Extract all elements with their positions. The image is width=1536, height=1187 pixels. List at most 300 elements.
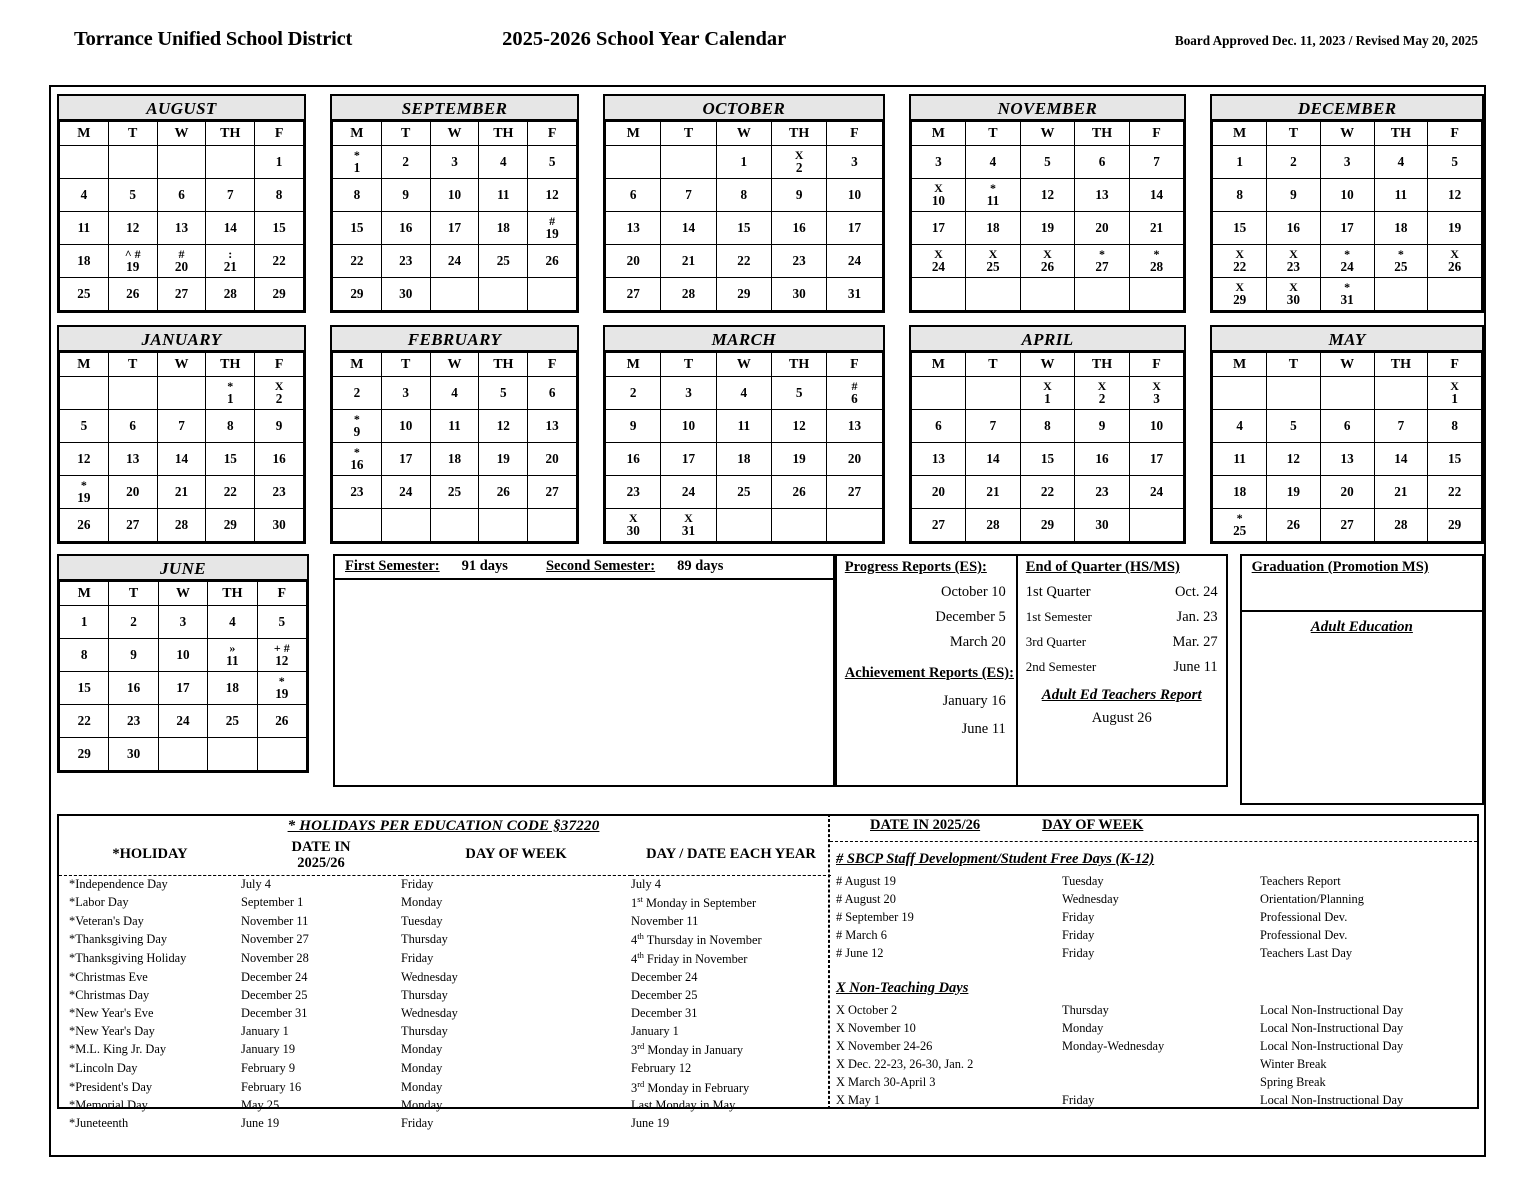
day-number: 23: [792, 253, 806, 268]
day-marker: X: [1450, 246, 1459, 261]
day-cell-empty: [1020, 278, 1075, 311]
day-cell-5[interactable]: [60, 410, 109, 443]
weekday-w: W: [1320, 353, 1374, 377]
day-cell-22[interactable]: [333, 245, 382, 278]
day-cell-4[interactable]: [60, 179, 109, 212]
semester-date-row: [349, 595, 819, 604]
day-cell-23[interactable]: [381, 245, 430, 278]
day-cell-17[interactable]: [1129, 443, 1184, 476]
day-cell-17[interactable]: [381, 443, 430, 476]
day-cell-29[interactable]: [1020, 509, 1075, 542]
day-cell-27[interactable]: [1320, 509, 1374, 542]
day-cell-20[interactable]: [528, 443, 577, 476]
day-cell-5[interactable]: [479, 377, 528, 410]
day-number: 11: [448, 418, 461, 433]
day-cell-empty: [827, 509, 882, 542]
day-cell-8[interactable]: [1213, 179, 1267, 212]
day-cell-30[interactable]: [1267, 278, 1321, 311]
day-cell-5[interactable]: [1020, 146, 1075, 179]
day-cell-9[interactable]: [381, 179, 430, 212]
day-cell-16[interactable]: [381, 212, 430, 245]
day-cell-10[interactable]: [381, 410, 430, 443]
day-cell-1[interactable]: [1020, 377, 1075, 410]
day-marker: X: [274, 378, 284, 393]
day-cell-27[interactable]: [108, 509, 157, 542]
day-cell-8[interactable]: [716, 179, 771, 212]
day-cell-18[interactable]: [966, 212, 1021, 245]
weekday-w: W: [430, 353, 479, 377]
day-number: 26: [275, 713, 289, 728]
day-cell-1[interactable]: [255, 146, 304, 179]
week-row: [333, 245, 577, 278]
day-cell-2[interactable]: [1267, 146, 1321, 179]
day-cell-12[interactable]: [60, 443, 109, 476]
sbcp-date: X October 2: [836, 1002, 898, 1017]
day-cell-1[interactable]: [1213, 146, 1267, 179]
day-cell-21[interactable]: [661, 245, 716, 278]
day-cell-19[interactable]: [257, 672, 306, 705]
day-cell-9[interactable]: [255, 410, 304, 443]
day-cell-21[interactable]: [1374, 476, 1428, 509]
day-cell-11[interactable]: [60, 212, 109, 245]
day-cell-16[interactable]: [606, 443, 661, 476]
day-cell-19[interactable]: [528, 212, 577, 245]
day-cell-13[interactable]: [827, 410, 882, 443]
day-cell-9[interactable]: [109, 639, 158, 672]
day-cell-19[interactable]: [479, 443, 528, 476]
day-cell-18[interactable]: [1213, 476, 1267, 509]
day-cell-14[interactable]: [1374, 443, 1428, 476]
day-cell-28[interactable]: [157, 509, 206, 542]
day-number: 19: [275, 685, 289, 701]
second-semester-days: 89 days: [677, 558, 724, 574]
day-cell-26[interactable]: [1267, 509, 1321, 542]
day-cell-7[interactable]: [157, 410, 206, 443]
day-cell-22[interactable]: [206, 476, 255, 509]
day-cell-11[interactable]: [208, 639, 257, 672]
day-cell-1[interactable]: [716, 146, 771, 179]
day-cell-10[interactable]: [827, 179, 882, 212]
day-cell-26[interactable]: [60, 509, 109, 542]
day-cell-27[interactable]: [606, 278, 661, 311]
day-cell-22[interactable]: [1020, 476, 1075, 509]
day-cell-2[interactable]: [771, 146, 826, 179]
day-cell-22[interactable]: [60, 705, 109, 738]
day-cell-31[interactable]: [827, 278, 882, 311]
day-cell-13[interactable]: [606, 212, 661, 245]
day-cell-30[interactable]: [606, 509, 661, 542]
day-cell-12[interactable]: [108, 212, 157, 245]
day-cell-1[interactable]: [206, 377, 255, 410]
day-cell-20[interactable]: [606, 245, 661, 278]
day-cell-27[interactable]: [528, 476, 577, 509]
day-cell-12[interactable]: [1428, 179, 1482, 212]
day-cell-26[interactable]: [257, 705, 306, 738]
day-cell-11[interactable]: [1374, 179, 1428, 212]
semester-date-row: [349, 613, 819, 622]
day-cell-6[interactable]: [157, 179, 206, 212]
day-cell-15[interactable]: [60, 672, 109, 705]
day-cell-23[interactable]: [771, 245, 826, 278]
holiday-row: [59, 1022, 831, 1040]
day-number: 2: [629, 385, 637, 400]
day-cell-25[interactable]: [716, 476, 771, 509]
day-cell-7[interactable]: [661, 179, 716, 212]
day-cell-17[interactable]: [1320, 212, 1374, 245]
day-cell-29[interactable]: [206, 509, 255, 542]
day-cell-11[interactable]: [430, 410, 479, 443]
day-number: 12: [1448, 187, 1462, 202]
day-number: 12: [545, 187, 559, 202]
day-cell-19[interactable]: [1267, 476, 1321, 509]
day-cell-27[interactable]: [1075, 245, 1130, 278]
day-cell-24[interactable]: [430, 245, 479, 278]
day-marker: X: [628, 510, 638, 525]
day-cell-26[interactable]: [771, 476, 826, 509]
holiday-day-of-week: Thursday: [401, 932, 448, 947]
day-cell-13[interactable]: [157, 212, 206, 245]
day-cell-3[interactable]: [661, 377, 716, 410]
day-cell-6[interactable]: [827, 377, 882, 410]
day-cell-20[interactable]: [1320, 476, 1374, 509]
day-cell-29[interactable]: [1428, 509, 1482, 542]
day-cell-5[interactable]: [1428, 146, 1482, 179]
day-cell-23[interactable]: [109, 705, 158, 738]
day-cell-2[interactable]: [333, 377, 382, 410]
day-cell-8[interactable]: [206, 410, 255, 443]
day-cell-15[interactable]: [1213, 212, 1267, 245]
day-cell-15[interactable]: [1020, 443, 1075, 476]
day-cell-26[interactable]: [1020, 245, 1075, 278]
day-cell-4[interactable]: [716, 377, 771, 410]
day-cell-16[interactable]: [255, 443, 304, 476]
day-cell-29[interactable]: [333, 278, 382, 311]
week-row: [60, 146, 304, 179]
day-cell-17[interactable]: [158, 672, 207, 705]
day-cell-21[interactable]: [157, 476, 206, 509]
day-cell-9[interactable]: [606, 410, 661, 443]
day-cell-21[interactable]: [1129, 212, 1184, 245]
day-cell-6[interactable]: [1075, 146, 1130, 179]
day-cell-25[interactable]: [430, 476, 479, 509]
day-cell-16[interactable]: [109, 672, 158, 705]
day-cell-16[interactable]: [771, 212, 826, 245]
day-cell-30[interactable]: [255, 509, 304, 542]
day-cell-22[interactable]: [1213, 245, 1267, 278]
day-cell-21[interactable]: [966, 476, 1021, 509]
day-cell-20[interactable]: [827, 443, 882, 476]
day-cell-23[interactable]: [255, 476, 304, 509]
day-cell-9[interactable]: [1075, 410, 1130, 443]
day-cell-17[interactable]: [430, 212, 479, 245]
first-semester-days: 91 days: [461, 558, 508, 574]
day-marker: X: [1235, 279, 1244, 294]
day-cell-12[interactable]: [257, 639, 306, 672]
day-cell-16[interactable]: [333, 443, 382, 476]
day-number: 17: [399, 451, 413, 466]
day-cell-2[interactable]: [255, 377, 304, 410]
sbcp-day-of-week: Thursday: [1062, 1002, 1109, 1017]
day-cell-7[interactable]: [1374, 410, 1428, 443]
day-cell-6[interactable]: [108, 410, 157, 443]
day-number: 4: [451, 385, 458, 400]
day-cell-4[interactable]: [208, 606, 257, 639]
day-cell-23[interactable]: [1267, 245, 1321, 278]
day-cell-3[interactable]: [381, 377, 430, 410]
day-cell-13[interactable]: [1075, 179, 1130, 212]
day-number: 6: [1343, 418, 1351, 433]
day-cell-18[interactable]: [430, 443, 479, 476]
day-cell-5[interactable]: [257, 606, 306, 639]
day-number: 25: [986, 258, 1000, 274]
day-cell-3[interactable]: [1129, 377, 1184, 410]
day-cell-10[interactable]: [661, 410, 716, 443]
day-cell-31[interactable]: [661, 509, 716, 542]
day-cell-28[interactable]: [966, 509, 1021, 542]
holidays-title: * HOLIDAYS PER EDUCATION CODE §37220: [287, 818, 600, 834]
day-cell-26[interactable]: [479, 476, 528, 509]
day-cell-26[interactable]: [1428, 245, 1482, 278]
day-cell-20[interactable]: [157, 245, 206, 278]
day-cell-14[interactable]: [206, 212, 255, 245]
day-cell-24[interactable]: [158, 705, 207, 738]
day-cell-23[interactable]: [606, 476, 661, 509]
day-number: 25: [77, 286, 91, 301]
day-cell-8[interactable]: [1020, 410, 1075, 443]
day-marker: X: [684, 510, 693, 525]
day-cell-29[interactable]: [716, 278, 771, 311]
day-cell-13[interactable]: [528, 410, 577, 443]
day-cell-4[interactable]: [1374, 146, 1428, 179]
day-cell-22[interactable]: [716, 245, 771, 278]
day-cell-27[interactable]: [911, 509, 966, 542]
day-cell-1[interactable]: [1428, 377, 1482, 410]
day-cell-12[interactable]: [1267, 443, 1321, 476]
day-cell-28[interactable]: [661, 278, 716, 311]
day-number: 12: [275, 652, 289, 668]
day-cell-19[interactable]: [1428, 212, 1482, 245]
day-cell-13[interactable]: [911, 443, 966, 476]
day-cell-17[interactable]: [661, 443, 716, 476]
day-cell-26[interactable]: [528, 245, 577, 278]
day-cell-29[interactable]: [1213, 278, 1267, 311]
day-cell-18[interactable]: [1374, 212, 1428, 245]
day-number: 5: [129, 187, 136, 202]
day-cell-17[interactable]: [827, 212, 882, 245]
day-cell-24[interactable]: [1129, 476, 1184, 509]
weekday-f: F: [1428, 353, 1482, 377]
day-cell-23[interactable]: [333, 476, 382, 509]
day-number: 14: [1394, 451, 1408, 466]
day-cell-2[interactable]: [1075, 377, 1130, 410]
day-number: 17: [847, 220, 862, 235]
day-cell-29[interactable]: [255, 278, 304, 311]
day-cell-15[interactable]: [1428, 443, 1482, 476]
holiday-name: *Christmas Eve: [69, 969, 148, 984]
day-cell-5[interactable]: [528, 146, 577, 179]
day-cell-18[interactable]: [60, 245, 109, 278]
day-cell-28[interactable]: [1129, 245, 1184, 278]
day-cell-25[interactable]: [1213, 509, 1267, 542]
day-cell-empty: [333, 509, 382, 542]
day-cell-25[interactable]: [208, 705, 257, 738]
sbcp-note: Local Non-Instructional Day: [1260, 1092, 1404, 1107]
day-number: 27: [847, 484, 862, 499]
day-cell-30[interactable]: [1075, 509, 1130, 542]
day-cell-8[interactable]: [333, 179, 382, 212]
end-of-quarter-value: Jan. 23: [1176, 609, 1218, 625]
day-cell-10[interactable]: [1320, 179, 1374, 212]
weekday-th: TH: [479, 122, 528, 146]
day-cell-1[interactable]: [60, 606, 109, 639]
day-cell-19[interactable]: [1020, 212, 1075, 245]
day-cell-20[interactable]: [1075, 212, 1130, 245]
non-teaching-row: [830, 1019, 1480, 1037]
day-number: 20: [1095, 220, 1109, 235]
day-cell-3[interactable]: [430, 146, 479, 179]
day-cell-27[interactable]: [157, 278, 206, 311]
day-cell-6[interactable]: [1320, 410, 1374, 443]
day-cell-19[interactable]: [108, 245, 157, 278]
day-cell-16[interactable]: [1075, 443, 1130, 476]
day-cell-3[interactable]: [1320, 146, 1374, 179]
day-cell-4[interactable]: [966, 146, 1021, 179]
day-cell-25[interactable]: [966, 245, 1021, 278]
day-cell-14[interactable]: [1129, 179, 1184, 212]
day-cell-19[interactable]: [60, 476, 109, 509]
day-cell-28[interactable]: [206, 278, 255, 311]
day-cell-28[interactable]: [1374, 509, 1428, 542]
week-row: [606, 245, 883, 278]
week-row: [911, 245, 1184, 278]
day-cell-24[interactable]: [661, 476, 716, 509]
day-number: 13: [1340, 451, 1354, 466]
day-cell-17[interactable]: [911, 212, 966, 245]
day-cell-8[interactable]: [255, 179, 304, 212]
day-cell-16[interactable]: [1267, 212, 1321, 245]
day-number: 9: [795, 187, 803, 202]
day-cell-15[interactable]: [333, 212, 382, 245]
day-cell-27[interactable]: [827, 476, 882, 509]
day-cell-12[interactable]: [1020, 179, 1075, 212]
day-cell-24[interactable]: [381, 476, 430, 509]
day-cell-22[interactable]: [1428, 476, 1482, 509]
day-cell-3[interactable]: [158, 606, 207, 639]
day-cell-6[interactable]: [528, 377, 577, 410]
day-cell-30[interactable]: [381, 278, 430, 311]
day-cell-11[interactable]: [966, 179, 1021, 212]
day-cell-30[interactable]: [109, 738, 158, 771]
day-cell-9[interactable]: [333, 410, 382, 443]
day-number: 21: [174, 484, 189, 499]
staff-dev-row: [830, 944, 1480, 962]
day-cell-20[interactable]: [911, 476, 966, 509]
day-cell-1[interactable]: [333, 146, 382, 179]
week-row: [333, 377, 577, 410]
day-cell-empty: [716, 509, 771, 542]
day-cell-5[interactable]: [771, 377, 826, 410]
day-cell-26[interactable]: [108, 278, 157, 311]
day-cell-2[interactable]: [606, 377, 661, 410]
day-cell-7[interactable]: [206, 179, 255, 212]
day-cell-25[interactable]: [60, 278, 109, 311]
day-cell-10[interactable]: [1129, 410, 1184, 443]
day-number: 25: [225, 713, 239, 728]
day-cell-13[interactable]: [108, 443, 157, 476]
day-cell-20[interactable]: [108, 476, 157, 509]
week-row: [606, 377, 883, 410]
day-cell-4[interactable]: [1213, 410, 1267, 443]
day-cell-21[interactable]: [206, 245, 255, 278]
day-cell-2[interactable]: [109, 606, 158, 639]
day-cell-4[interactable]: [430, 377, 479, 410]
day-cell-5[interactable]: [1267, 410, 1321, 443]
weekday-m: M: [1213, 122, 1267, 146]
day-cell-10[interactable]: [430, 179, 479, 212]
day-number: 2: [275, 390, 283, 406]
day-cell-5[interactable]: [108, 179, 157, 212]
day-cell-24[interactable]: [911, 245, 966, 278]
day-cell-14[interactable]: [966, 443, 1021, 476]
day-cell-12[interactable]: [528, 179, 577, 212]
day-number: 29: [223, 517, 237, 532]
day-cell-8[interactable]: [60, 639, 109, 672]
day-cell-13[interactable]: [1320, 443, 1374, 476]
day-number: 30: [126, 746, 141, 761]
day-cell-18[interactable]: [479, 212, 528, 245]
day-cell-12[interactable]: [479, 410, 528, 443]
day-cell-14[interactable]: [661, 212, 716, 245]
day-cell-6[interactable]: [606, 179, 661, 212]
day-marker: X: [794, 147, 804, 162]
day-cell-25[interactable]: [1374, 245, 1428, 278]
day-cell-2[interactable]: [381, 146, 430, 179]
day-cell-29[interactable]: [60, 738, 109, 771]
day-number: 26: [126, 286, 140, 301]
day-cell-18[interactable]: [716, 443, 771, 476]
day-cell-25[interactable]: [479, 245, 528, 278]
day-cell-15[interactable]: [255, 212, 304, 245]
day-cell-30[interactable]: [771, 278, 826, 311]
day-cell-24[interactable]: [827, 245, 882, 278]
day-cell-23[interactable]: [1075, 476, 1130, 509]
day-cell-10[interactable]: [158, 639, 207, 672]
day-cell-10[interactable]: [911, 179, 966, 212]
day-cell-7[interactable]: [966, 410, 1021, 443]
day-cell-14[interactable]: [157, 443, 206, 476]
day-cell-19[interactable]: [771, 443, 826, 476]
day-cell-empty: [606, 146, 661, 179]
day-cell-11[interactable]: [1213, 443, 1267, 476]
day-cell-15[interactable]: [716, 212, 771, 245]
day-cell-8[interactable]: [1428, 410, 1482, 443]
day-cell-9[interactable]: [771, 179, 826, 212]
day-cell-4[interactable]: [479, 146, 528, 179]
day-cell-18[interactable]: [208, 672, 257, 705]
day-cell-7[interactable]: [1129, 146, 1184, 179]
day-cell-31[interactable]: [1320, 278, 1374, 311]
day-cell-3[interactable]: [827, 146, 882, 179]
day-cell-3[interactable]: [911, 146, 966, 179]
day-cell-11[interactable]: [479, 179, 528, 212]
day-cell-12[interactable]: [771, 410, 826, 443]
day-cell-11[interactable]: [716, 410, 771, 443]
day-cell-15[interactable]: [206, 443, 255, 476]
day-cell-6[interactable]: [911, 410, 966, 443]
day-cell-22[interactable]: [255, 245, 304, 278]
day-cell-24[interactable]: [1320, 245, 1374, 278]
day-cell-9[interactable]: [1267, 179, 1321, 212]
